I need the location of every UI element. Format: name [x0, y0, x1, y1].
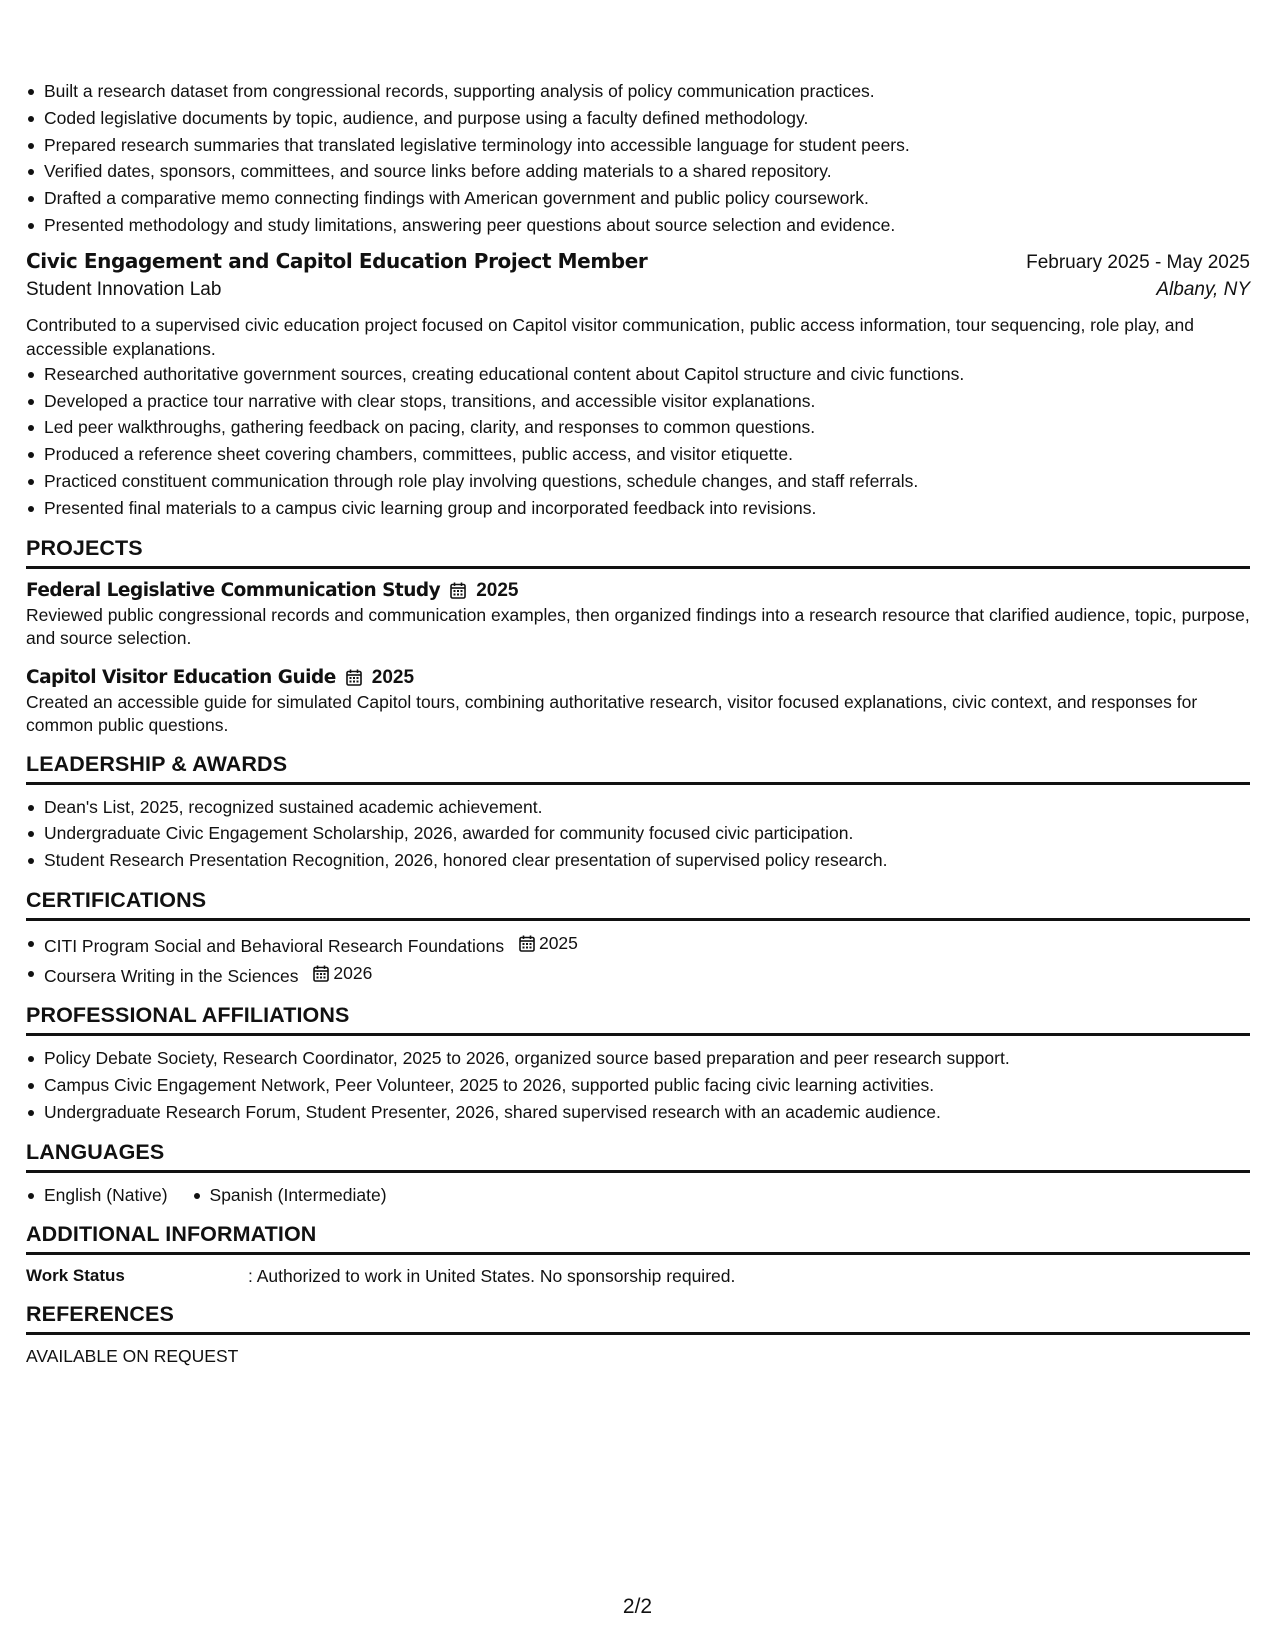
- project-description: Reviewed public congressional records and communication examples, then organized findings into a research resource that clarified audience, topic, purpose, and source selection.: [26, 604, 1250, 649]
- affiliations-list: [26, 1045, 1250, 1125]
- list-item: [26, 960, 1250, 990]
- job-header: [26, 249, 1250, 279]
- list-item: Policy Debate Society, Research Coordinator, 2025 to 2026, organized source based preparation and peer research support.: [26, 1045, 1250, 1072]
- list-item: Researched authoritative government sources, creating educational content about Capitol structure and civic functions.: [26, 361, 1250, 388]
- project-year: 2025: [371, 666, 415, 688]
- section-heading-projects: PROJECTS: [26, 536, 1250, 569]
- job-dates: February 2025 - May 2025: [1026, 251, 1250, 273]
- list-item: Presented final materials to a campus civic learning group and incorporated feedback into revisions.: [26, 495, 1250, 522]
- job-subheader: [26, 279, 1250, 309]
- list-item: Undergraduate Research Forum, Student Presenter, 2026, shared supervised research with an academic audience.: [26, 1099, 1250, 1126]
- project-title: Capitol Visitor Education Guide: [26, 667, 336, 689]
- list-item: [26, 930, 1250, 960]
- section-heading-affiliations: PROFESSIONAL AFFILIATIONS: [26, 1003, 1250, 1036]
- job-location: Albany, NY: [1156, 278, 1250, 300]
- list-item: Undergraduate Civic Engagement Scholarship, 2026, awarded for community focused civic participation.: [26, 820, 1250, 847]
- experience-bullets-continued: [26, 78, 1250, 239]
- section-heading-additional-info: ADDITIONAL INFORMATION: [26, 1222, 1250, 1255]
- list-item: Verified dates, sponsors, committees, and source links before adding materials to a shared repository.: [26, 158, 1250, 185]
- job-title: Civic Engagement and Capitol Education Project Member: [26, 248, 648, 273]
- project-title: Federal Legislative Communication Study: [26, 580, 441, 602]
- job-summary: Contributed to a supervised civic education project focused on Capitol visitor communication, public access information, tour sequencing, role play, and accessible explanations.: [26, 314, 1194, 359]
- certification-date: [313, 960, 372, 987]
- languages-list: [26, 1182, 1250, 1208]
- list-item: Presented methodology and study limitations, answering peer questions about source selection and evidence.: [26, 212, 1250, 239]
- list-item: Practiced constituent communication through role play involving questions, schedule changes, and staff referrals.: [26, 468, 1250, 495]
- job-organization: Student Innovation Lab: [26, 278, 222, 300]
- list-item: Dean's List, 2025, recognized sustained academic achievement.: [26, 794, 1250, 821]
- project-header: [26, 578, 1250, 604]
- language-item: English (Native): [26, 1182, 168, 1208]
- resume-page: [26, 78, 1250, 1368]
- list-item: Coded legislative documents by topic, audience, and purpose using a faculty defined methodology.: [26, 105, 1250, 132]
- list-item: Built a research dataset from congressional records, supporting analysis of policy communication practices.: [26, 78, 1250, 105]
- calendar-icon: [450, 582, 466, 599]
- certifications-list: [26, 930, 1250, 989]
- list-item: Drafted a comparative memo connecting findings with American government and public policy coursework.: [26, 185, 1250, 212]
- references-text: AVAILABLE ON REQUEST: [26, 1345, 239, 1366]
- section-heading-leadership: LEADERSHIP & AWARDS: [26, 752, 1250, 785]
- work-status-value: : Authorized to work in United States. No sponsorship required.: [248, 1265, 736, 1286]
- project-year: 2025: [476, 579, 519, 601]
- calendar-icon: [346, 669, 362, 686]
- certification-name: CITI Program Social and Behavioral Research Foundations: [44, 935, 505, 956]
- work-status-label: Work Status: [26, 1265, 125, 1285]
- calendar-icon: [519, 935, 535, 952]
- leadership-list: [26, 794, 1250, 874]
- page-number: 2/2: [622, 1595, 653, 1618]
- list-item: Produced a reference sheet covering chambers, committees, public access, and visitor etiquette.: [26, 441, 1250, 468]
- project-description: Created an accessible guide for simulated Capitol tours, combining authoritative research, visitor focused explanations, civic context, and responses for common public questions.: [26, 691, 1198, 736]
- certification-date: [519, 930, 578, 957]
- job-bullets: [26, 361, 1250, 522]
- certification-year: 2026: [333, 962, 373, 983]
- section-heading-references: REFERENCES: [26, 1302, 1250, 1335]
- list-item: Prepared research summaries that translated legislative terminology into accessible language for student peers.: [26, 132, 1250, 159]
- list-item: Developed a practice tour narrative with clear stops, transitions, and accessible visitor explanations.: [26, 388, 1250, 415]
- section-heading-certifications: CERTIFICATIONS: [26, 888, 1250, 921]
- work-status-row: [26, 1264, 1250, 1288]
- certification-name: Coursera Writing in the Sciences: [44, 965, 299, 986]
- list-item: Campus Civic Engagement Network, Peer Volunteer, 2025 to 2026, supported public facing civic learning activities.: [26, 1072, 1250, 1099]
- list-item: Led peer walkthroughs, gathering feedback on pacing, clarity, and responses to common questions.: [26, 414, 1250, 441]
- list-item: Student Research Presentation Recognition, 2026, honored clear presentation of supervised policy research.: [26, 847, 1250, 874]
- language-item: Spanish (Intermediate): [192, 1182, 387, 1208]
- section-heading-languages: LANGUAGES: [26, 1140, 1250, 1173]
- project-header: [26, 665, 1250, 691]
- calendar-icon: [313, 965, 329, 982]
- certification-year: 2025: [538, 932, 578, 953]
